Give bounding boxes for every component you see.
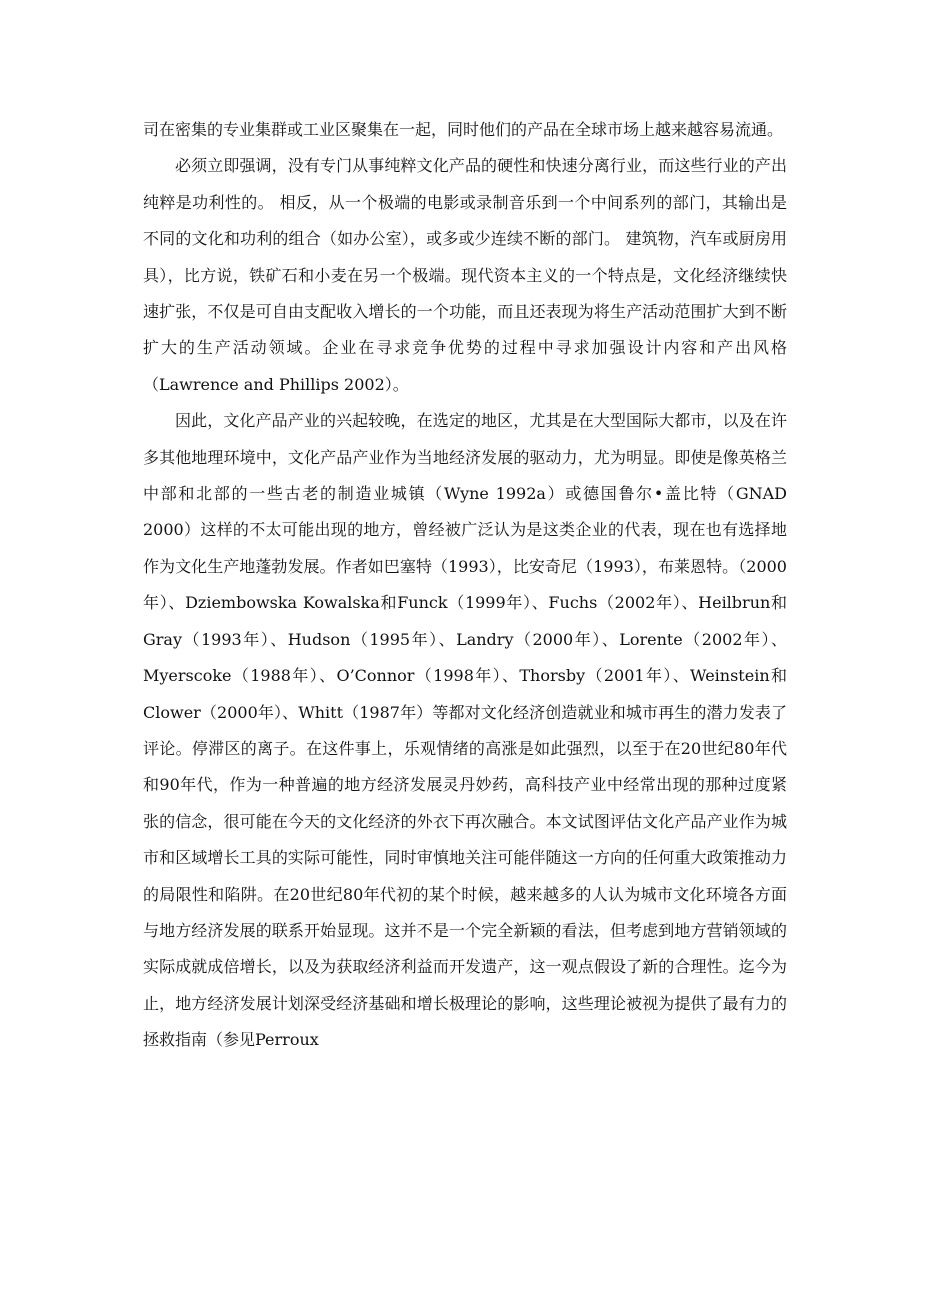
document-body <box>143 112 787 1059</box>
paragraph-3: 因此，文化产品产业的兴起较晚，在选定的地区，尤其是在大型国际大都市，以及在许多其他地理环境中，文化产品产业作为当地经济发展的驱动力，尤为明显。即使是像英格兰中部和北部的一些古老的制造业城镇（Wyne 1992a）或德国鲁尔•盖比特（GNAD 2000）这样的不太可能出现的地方，曾经被广泛认为是这类企业的代表，现在也有选择地作为文化生产地蓬勃发展。作者如巴塞特（1993），比安奇尼（1993），布莱恩特。（2000年）、Dziembowska Kowalska和Funck（1999年）、Fuchs（2002年）、Heilbrun和Gray（1993年）、Hudson（1995年）、Landry（2000年）、Lorente（2002年）、Myerscoke（1988年）、O’Connor（1998年）、Thorsby（2001年）、Weinstein和Clower（2000年）、Whitt（1987年）等都对文化经济创造就业和城市再生的潜力发表了评论。停滞区的离子。在这件事上，乐观情绪的高涨是如此强烈，以至于在20世纪80年代和90年代，作为一种普遍的地方经济发展灵丹妙药，高科技产业中经常出现的那种过度紧张的信念，很可能在今天的文化经济的外衣下再次融合。本文试图评估文化产品产业作为城市和区域增长工具的实际可能性，同时审慎地关注可能伴随这一方向的任何重大政策推动力的局限性和陷阱。在20世纪80年代初的某个时候，越来越多的人认为城市文化环境各方面与地方经济发展的联系开始显现。这并不是一个完全新颖的看法，但考虑到地方营销领域的实际成就成倍增长，以及为获取经济利益而开发遗产，这一观点假设了新的合理性。迄今为止，地方经济发展计划深受经济基础和增长极理论的影响，这些理论被视为提供了最有力的拯救指南（参见Perroux <box>143 411 787 1050</box>
paragraph-1: 司在密集的专业集群或工业区聚集在一起，同时他们的产品在全球市场上越来越容易流通。 <box>143 120 784 139</box>
paragraph-2: 必须立即强调，没有专门从事纯粹文化产品的硬性和快速分离行业，而这些行业的产出纯粹是功利性的。 相反，从一个极端的电影或录制音乐到一个中间系列的部门，其输出是不同的文化和功利的组合（如办公室），或多或少连续不断的部门。 建筑物，汽车或厨房用具），比方说，铁矿石和小麦在另一个极端。现代资本主义的一个特点是，文化经济继续快速扩张，不仅是可自由支配收入增长的一个功能，而且还表现为将生产活动范围扩大到不断扩大的生产活动领域。企业在寻求竞争优势的过程中寻求加强设计内容和产出风格（Lawrence and Phillips 2002）。 <box>143 156 787 394</box>
